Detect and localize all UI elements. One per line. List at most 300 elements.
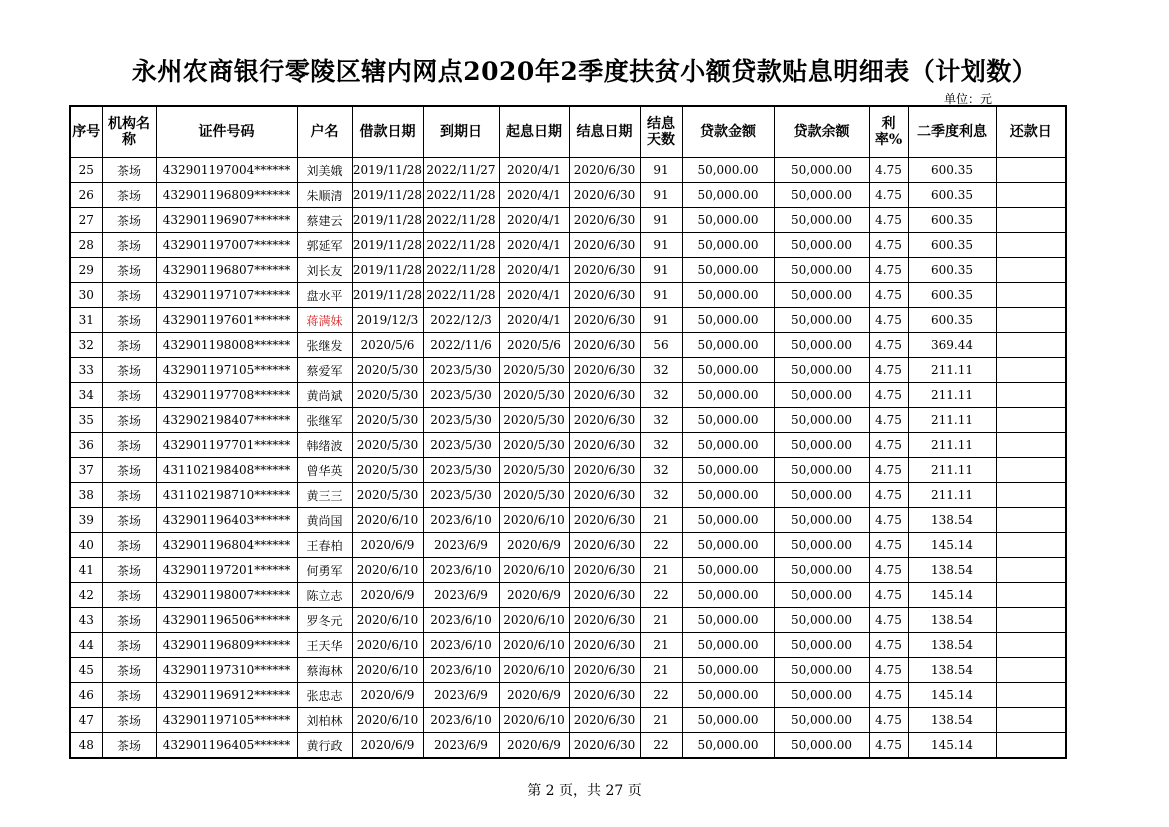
cell-loan-date: 2020/6/9 <box>352 733 423 759</box>
cell-account-name: 蔡海林 <box>297 658 352 683</box>
cell-q2-interest: 600.35 <box>908 233 996 258</box>
cell-due-date: 2023/5/30 <box>423 483 499 508</box>
cell-due-date: 2023/6/10 <box>423 658 499 683</box>
cell-loan-date: 2020/5/30 <box>352 433 423 458</box>
table-row <box>70 258 1066 283</box>
cell-seq: 32 <box>70 333 102 358</box>
cell-account-name: 王春柏 <box>297 533 352 558</box>
cell-rate: 4.75 <box>869 233 908 258</box>
cell-seq: 35 <box>70 408 102 433</box>
cell-rate: 4.75 <box>869 608 908 633</box>
cell-seq: 25 <box>70 158 102 183</box>
table-row <box>70 433 1066 458</box>
cell-q2-interest: 600.35 <box>908 183 996 208</box>
cell-loan-balance: 50,000.00 <box>774 458 869 483</box>
cell-id-number: 432901197708****** <box>156 383 297 408</box>
cell-rate: 4.75 <box>869 458 908 483</box>
header-q2-interest: 二季度利息 <box>908 106 996 158</box>
cell-id-number: 432901196405****** <box>156 733 297 759</box>
table-body <box>70 158 1066 759</box>
cell-interest-start: 2020/4/1 <box>499 283 569 308</box>
cell-rate: 4.75 <box>869 558 908 583</box>
cell-seq: 41 <box>70 558 102 583</box>
cell-rate: 4.75 <box>869 258 908 283</box>
cell-id-number: 432901196506****** <box>156 608 297 633</box>
cell-loan-amount: 50,000.00 <box>682 158 774 183</box>
cell-repay-date <box>996 433 1066 458</box>
cell-q2-interest: 145.14 <box>908 733 996 759</box>
cell-repay-date <box>996 458 1066 483</box>
cell-institution: 茶场 <box>102 308 156 333</box>
cell-account-name: 盘水平 <box>297 283 352 308</box>
cell-days: 22 <box>640 583 682 608</box>
cell-rate: 4.75 <box>869 408 908 433</box>
cell-q2-interest: 369.44 <box>908 333 996 358</box>
cell-interest-end: 2020/6/30 <box>569 358 640 383</box>
cell-seq: 29 <box>70 258 102 283</box>
page-footer: 第 2 页，共 27 页 <box>527 783 642 799</box>
cell-id-number: 432901196809****** <box>156 183 297 208</box>
table-row <box>70 558 1066 583</box>
cell-id-number: 432901198008****** <box>156 333 297 358</box>
cell-interest-end: 2020/6/30 <box>569 458 640 483</box>
cell-due-date: 2022/11/28 <box>423 283 499 308</box>
cell-loan-balance: 50,000.00 <box>774 608 869 633</box>
cell-id-number: 432901198007****** <box>156 583 297 608</box>
cell-institution: 茶场 <box>102 333 156 358</box>
cell-due-date: 2023/5/30 <box>423 358 499 383</box>
cell-seq: 37 <box>70 458 102 483</box>
cell-loan-balance: 50,000.00 <box>774 508 869 533</box>
cell-id-number: 432901197004****** <box>156 158 297 183</box>
table-row <box>70 708 1066 733</box>
cell-due-date: 2022/11/28 <box>423 258 499 283</box>
table-row <box>70 483 1066 508</box>
cell-loan-date: 2020/6/9 <box>352 533 423 558</box>
cell-interest-start: 2020/6/10 <box>499 608 569 633</box>
cell-institution: 茶场 <box>102 183 156 208</box>
cell-q2-interest: 138.54 <box>908 708 996 733</box>
cell-interest-start: 2020/6/9 <box>499 683 569 708</box>
cell-id-number: 432901196804****** <box>156 533 297 558</box>
cell-loan-amount: 50,000.00 <box>682 458 774 483</box>
table-row <box>70 733 1066 759</box>
cell-id-number: 431102198408****** <box>156 458 297 483</box>
cell-interest-end: 2020/6/30 <box>569 483 640 508</box>
cell-days: 22 <box>640 733 682 759</box>
cell-q2-interest: 138.54 <box>908 508 996 533</box>
cell-account-name: 罗冬元 <box>297 608 352 633</box>
cell-days: 21 <box>640 708 682 733</box>
cell-due-date: 2022/12/3 <box>423 308 499 333</box>
cell-account-name: 张继军 <box>297 408 352 433</box>
cell-rate: 4.75 <box>869 633 908 658</box>
cell-q2-interest: 600.35 <box>908 308 996 333</box>
cell-loan-date: 2020/6/10 <box>352 708 423 733</box>
cell-repay-date <box>996 208 1066 233</box>
cell-account-name: 蔡爱军 <box>297 358 352 383</box>
table-row <box>70 183 1066 208</box>
table-row <box>70 583 1066 608</box>
cell-interest-end: 2020/6/30 <box>569 508 640 533</box>
table-row <box>70 158 1066 183</box>
table-row <box>70 283 1066 308</box>
cell-days: 91 <box>640 258 682 283</box>
cell-days: 56 <box>640 333 682 358</box>
header-repay-date: 还款日 <box>996 106 1066 158</box>
cell-days: 91 <box>640 308 682 333</box>
cell-interest-end: 2020/6/30 <box>569 383 640 408</box>
cell-institution: 茶场 <box>102 508 156 533</box>
cell-days: 21 <box>640 608 682 633</box>
cell-days: 91 <box>640 283 682 308</box>
cell-institution: 茶场 <box>102 708 156 733</box>
cell-interest-start: 2020/5/6 <box>499 333 569 358</box>
cell-loan-balance: 50,000.00 <box>774 408 869 433</box>
cell-interest-start: 2020/5/30 <box>499 383 569 408</box>
cell-loan-amount: 50,000.00 <box>682 733 774 759</box>
cell-repay-date <box>996 283 1066 308</box>
cell-loan-balance: 50,000.00 <box>774 433 869 458</box>
cell-due-date: 2023/6/10 <box>423 608 499 633</box>
cell-interest-start: 2020/4/1 <box>499 258 569 283</box>
cell-institution: 茶场 <box>102 483 156 508</box>
cell-loan-amount: 50,000.00 <box>682 358 774 383</box>
cell-q2-interest: 138.54 <box>908 608 996 633</box>
cell-loan-amount: 50,000.00 <box>682 383 774 408</box>
cell-account-name: 黄行政 <box>297 733 352 759</box>
cell-loan-amount: 50,000.00 <box>682 308 774 333</box>
cell-account-name: 朱顺清 <box>297 183 352 208</box>
table-row <box>70 208 1066 233</box>
cell-loan-balance: 50,000.00 <box>774 233 869 258</box>
cell-q2-interest: 211.11 <box>908 383 996 408</box>
cell-rate: 4.75 <box>869 308 908 333</box>
cell-interest-end: 2020/6/30 <box>569 308 640 333</box>
cell-repay-date <box>996 658 1066 683</box>
cell-loan-amount: 50,000.00 <box>682 433 774 458</box>
cell-due-date: 2022/11/28 <box>423 183 499 208</box>
table-row <box>70 608 1066 633</box>
cell-q2-interest: 211.11 <box>908 458 996 483</box>
cell-due-date: 2023/5/30 <box>423 408 499 433</box>
cell-rate: 4.75 <box>869 183 908 208</box>
cell-rate: 4.75 <box>869 158 908 183</box>
cell-due-date: 2023/6/9 <box>423 733 499 759</box>
unit-label: 单位：元 <box>944 92 993 106</box>
cell-repay-date <box>996 333 1066 358</box>
cell-institution: 茶场 <box>102 408 156 433</box>
cell-due-date: 2023/6/10 <box>423 708 499 733</box>
cell-loan-date: 2020/5/30 <box>352 483 423 508</box>
cell-seq: 43 <box>70 608 102 633</box>
cell-q2-interest: 600.35 <box>908 258 996 283</box>
cell-interest-end: 2020/6/30 <box>569 708 640 733</box>
cell-seq: 26 <box>70 183 102 208</box>
cell-repay-date <box>996 308 1066 333</box>
cell-rate: 4.75 <box>869 483 908 508</box>
table-row <box>70 408 1066 433</box>
cell-seq: 36 <box>70 433 102 458</box>
header-seq: 序号 <box>70 106 102 158</box>
cell-loan-date: 2019/11/28 <box>352 258 423 283</box>
cell-id-number: 432901196907****** <box>156 208 297 233</box>
cell-days: 32 <box>640 383 682 408</box>
cell-loan-date: 2020/5/30 <box>352 408 423 433</box>
header-row <box>70 106 1066 158</box>
cell-id-number: 432901197107****** <box>156 283 297 308</box>
cell-loan-balance: 50,000.00 <box>774 358 869 383</box>
cell-loan-balance: 50,000.00 <box>774 558 869 583</box>
cell-repay-date <box>996 183 1066 208</box>
cell-seq: 33 <box>70 358 102 383</box>
cell-account-name: 张继发 <box>297 333 352 358</box>
cell-rate: 4.75 <box>869 683 908 708</box>
cell-days: 22 <box>640 533 682 558</box>
table-row <box>70 508 1066 533</box>
cell-loan-amount: 50,000.00 <box>682 333 774 358</box>
cell-id-number: 432902198407****** <box>156 408 297 433</box>
cell-loan-amount: 50,000.00 <box>682 583 774 608</box>
cell-repay-date <box>996 533 1066 558</box>
cell-institution: 茶场 <box>102 558 156 583</box>
cell-loan-amount: 50,000.00 <box>682 683 774 708</box>
cell-days: 32 <box>640 483 682 508</box>
cell-loan-date: 2020/5/30 <box>352 383 423 408</box>
cell-interest-start: 2020/4/1 <box>499 308 569 333</box>
cell-loan-amount: 50,000.00 <box>682 508 774 533</box>
table-row <box>70 383 1066 408</box>
cell-loan-date: 2019/11/28 <box>352 283 423 308</box>
cell-institution: 茶场 <box>102 208 156 233</box>
cell-repay-date <box>996 408 1066 433</box>
cell-interest-start: 2020/5/30 <box>499 408 569 433</box>
cell-interest-end: 2020/6/30 <box>569 733 640 759</box>
cell-id-number: 432901197105****** <box>156 708 297 733</box>
cell-account-name: 蒋满妹 <box>297 308 352 333</box>
cell-due-date: 2022/11/6 <box>423 333 499 358</box>
cell-loan-date: 2019/12/3 <box>352 308 423 333</box>
cell-loan-date: 2020/6/9 <box>352 583 423 608</box>
cell-loan-date: 2019/11/28 <box>352 208 423 233</box>
cell-q2-interest: 211.11 <box>908 408 996 433</box>
cell-loan-balance: 50,000.00 <box>774 258 869 283</box>
cell-loan-amount: 50,000.00 <box>682 608 774 633</box>
cell-id-number: 432901197201****** <box>156 558 297 583</box>
cell-loan-amount: 50,000.00 <box>682 258 774 283</box>
cell-days: 21 <box>640 658 682 683</box>
header-rate: 利率% <box>869 106 908 158</box>
cell-account-name: 陈立志 <box>297 583 352 608</box>
cell-q2-interest: 600.35 <box>908 283 996 308</box>
cell-account-name: 何勇军 <box>297 558 352 583</box>
cell-loan-balance: 50,000.00 <box>774 483 869 508</box>
cell-account-name: 黄尚国 <box>297 508 352 533</box>
cell-interest-end: 2020/6/30 <box>569 333 640 358</box>
cell-loan-balance: 50,000.00 <box>774 658 869 683</box>
cell-interest-end: 2020/6/30 <box>569 558 640 583</box>
cell-loan-amount: 50,000.00 <box>682 533 774 558</box>
cell-interest-start: 2020/5/30 <box>499 483 569 508</box>
cell-interest-start: 2020/6/10 <box>499 508 569 533</box>
cell-loan-balance: 50,000.00 <box>774 383 869 408</box>
cell-q2-interest: 211.11 <box>908 483 996 508</box>
cell-due-date: 2023/6/10 <box>423 633 499 658</box>
cell-loan-balance: 50,000.00 <box>774 333 869 358</box>
cell-interest-end: 2020/6/30 <box>569 408 640 433</box>
cell-loan-amount: 50,000.00 <box>682 708 774 733</box>
cell-due-date: 2023/6/10 <box>423 508 499 533</box>
cell-days: 32 <box>640 358 682 383</box>
cell-account-name: 王天华 <box>297 633 352 658</box>
cell-repay-date <box>996 233 1066 258</box>
cell-interest-end: 2020/6/30 <box>569 608 640 633</box>
cell-loan-balance: 50,000.00 <box>774 733 869 759</box>
header-id-number: 证件号码 <box>156 106 297 158</box>
cell-institution: 茶场 <box>102 258 156 283</box>
cell-days: 91 <box>640 158 682 183</box>
cell-repay-date <box>996 358 1066 383</box>
cell-seq: 38 <box>70 483 102 508</box>
cell-rate: 4.75 <box>869 283 908 308</box>
cell-loan-amount: 50,000.00 <box>682 558 774 583</box>
cell-loan-date: 2020/5/30 <box>352 358 423 383</box>
cell-interest-end: 2020/6/30 <box>569 208 640 233</box>
cell-id-number: 431102198710****** <box>156 483 297 508</box>
table-row <box>70 683 1066 708</box>
cell-seq: 46 <box>70 683 102 708</box>
cell-institution: 茶场 <box>102 383 156 408</box>
cell-due-date: 2022/11/28 <box>423 208 499 233</box>
cell-repay-date <box>996 683 1066 708</box>
cell-rate: 4.75 <box>869 433 908 458</box>
cell-q2-interest: 138.54 <box>908 658 996 683</box>
cell-account-name: 韩绪波 <box>297 433 352 458</box>
cell-repay-date <box>996 583 1066 608</box>
subsidy-table <box>69 105 1067 759</box>
cell-institution: 茶场 <box>102 358 156 383</box>
cell-interest-start: 2020/6/9 <box>499 733 569 759</box>
cell-loan-amount: 50,000.00 <box>682 283 774 308</box>
cell-seq: 40 <box>70 533 102 558</box>
table-row <box>70 233 1066 258</box>
cell-days: 32 <box>640 408 682 433</box>
cell-institution: 茶场 <box>102 658 156 683</box>
cell-interest-end: 2020/6/30 <box>569 533 640 558</box>
cell-loan-amount: 50,000.00 <box>682 408 774 433</box>
cell-loan-balance: 50,000.00 <box>774 683 869 708</box>
cell-days: 21 <box>640 508 682 533</box>
cell-rate: 4.75 <box>869 708 908 733</box>
table-row <box>70 358 1066 383</box>
cell-interest-start: 2020/6/9 <box>499 533 569 558</box>
cell-account-name: 郭延军 <box>297 233 352 258</box>
cell-seq: 42 <box>70 583 102 608</box>
cell-id-number: 432901197105****** <box>156 358 297 383</box>
table-row <box>70 633 1066 658</box>
cell-institution: 茶场 <box>102 433 156 458</box>
cell-loan-balance: 50,000.00 <box>774 633 869 658</box>
cell-loan-balance: 50,000.00 <box>774 308 869 333</box>
cell-interest-start: 2020/6/10 <box>499 633 569 658</box>
cell-loan-balance: 50,000.00 <box>774 283 869 308</box>
cell-interest-end: 2020/6/30 <box>569 683 640 708</box>
cell-q2-interest: 145.14 <box>908 533 996 558</box>
cell-interest-start: 2020/5/30 <box>499 358 569 383</box>
cell-days: 32 <box>640 458 682 483</box>
cell-days: 21 <box>640 558 682 583</box>
cell-loan-date: 2020/6/10 <box>352 608 423 633</box>
cell-due-date: 2022/11/27 <box>423 158 499 183</box>
cell-rate: 4.75 <box>869 508 908 533</box>
cell-id-number: 432901196807****** <box>156 258 297 283</box>
cell-days: 91 <box>640 233 682 258</box>
cell-interest-end: 2020/6/30 <box>569 633 640 658</box>
cell-interest-end: 2020/6/30 <box>569 183 640 208</box>
cell-seq: 39 <box>70 508 102 533</box>
cell-days: 21 <box>640 633 682 658</box>
cell-repay-date <box>996 733 1066 759</box>
cell-loan-date: 2019/11/28 <box>352 233 423 258</box>
cell-rate: 4.75 <box>869 358 908 383</box>
cell-interest-start: 2020/4/1 <box>499 158 569 183</box>
cell-days: 91 <box>640 208 682 233</box>
header-interest-start: 起息日期 <box>499 106 569 158</box>
cell-q2-interest: 600.35 <box>908 158 996 183</box>
cell-due-date: 2023/5/30 <box>423 458 499 483</box>
table-row <box>70 458 1066 483</box>
cell-loan-balance: 50,000.00 <box>774 158 869 183</box>
cell-seq: 31 <box>70 308 102 333</box>
cell-due-date: 2023/5/30 <box>423 383 499 408</box>
cell-rate: 4.75 <box>869 533 908 558</box>
cell-rate: 4.75 <box>869 208 908 233</box>
cell-interest-end: 2020/6/30 <box>569 583 640 608</box>
cell-loan-date: 2020/5/30 <box>352 458 423 483</box>
cell-days: 22 <box>640 683 682 708</box>
header-loan-balance: 贷款余额 <box>774 106 869 158</box>
cell-interest-start: 2020/5/30 <box>499 458 569 483</box>
cell-q2-interest: 145.14 <box>908 683 996 708</box>
cell-account-name: 蔡建云 <box>297 208 352 233</box>
cell-loan-balance: 50,000.00 <box>774 183 869 208</box>
cell-loan-amount: 50,000.00 <box>682 233 774 258</box>
cell-account-name: 刘美娥 <box>297 158 352 183</box>
cell-id-number: 432901197310****** <box>156 658 297 683</box>
cell-interest-end: 2020/6/30 <box>569 433 640 458</box>
cell-loan-date: 2020/6/10 <box>352 633 423 658</box>
cell-interest-start: 2020/4/1 <box>499 233 569 258</box>
cell-id-number: 432901197701****** <box>156 433 297 458</box>
cell-repay-date <box>996 258 1066 283</box>
cell-loan-amount: 50,000.00 <box>682 208 774 233</box>
cell-institution: 茶场 <box>102 158 156 183</box>
cell-interest-end: 2020/6/30 <box>569 258 640 283</box>
cell-interest-start: 2020/6/10 <box>499 558 569 583</box>
cell-interest-end: 2020/6/30 <box>569 658 640 683</box>
header-days: 结息天数 <box>640 106 682 158</box>
header-account-name: 户名 <box>297 106 352 158</box>
cell-repay-date <box>996 608 1066 633</box>
cell-loan-balance: 50,000.00 <box>774 583 869 608</box>
cell-id-number: 432901196912****** <box>156 683 297 708</box>
cell-loan-balance: 50,000.00 <box>774 708 869 733</box>
cell-loan-date: 2020/6/9 <box>352 683 423 708</box>
cell-interest-start: 2020/6/10 <box>499 708 569 733</box>
cell-institution: 茶场 <box>102 633 156 658</box>
cell-seq: 30 <box>70 283 102 308</box>
cell-due-date: 2023/6/10 <box>423 558 499 583</box>
